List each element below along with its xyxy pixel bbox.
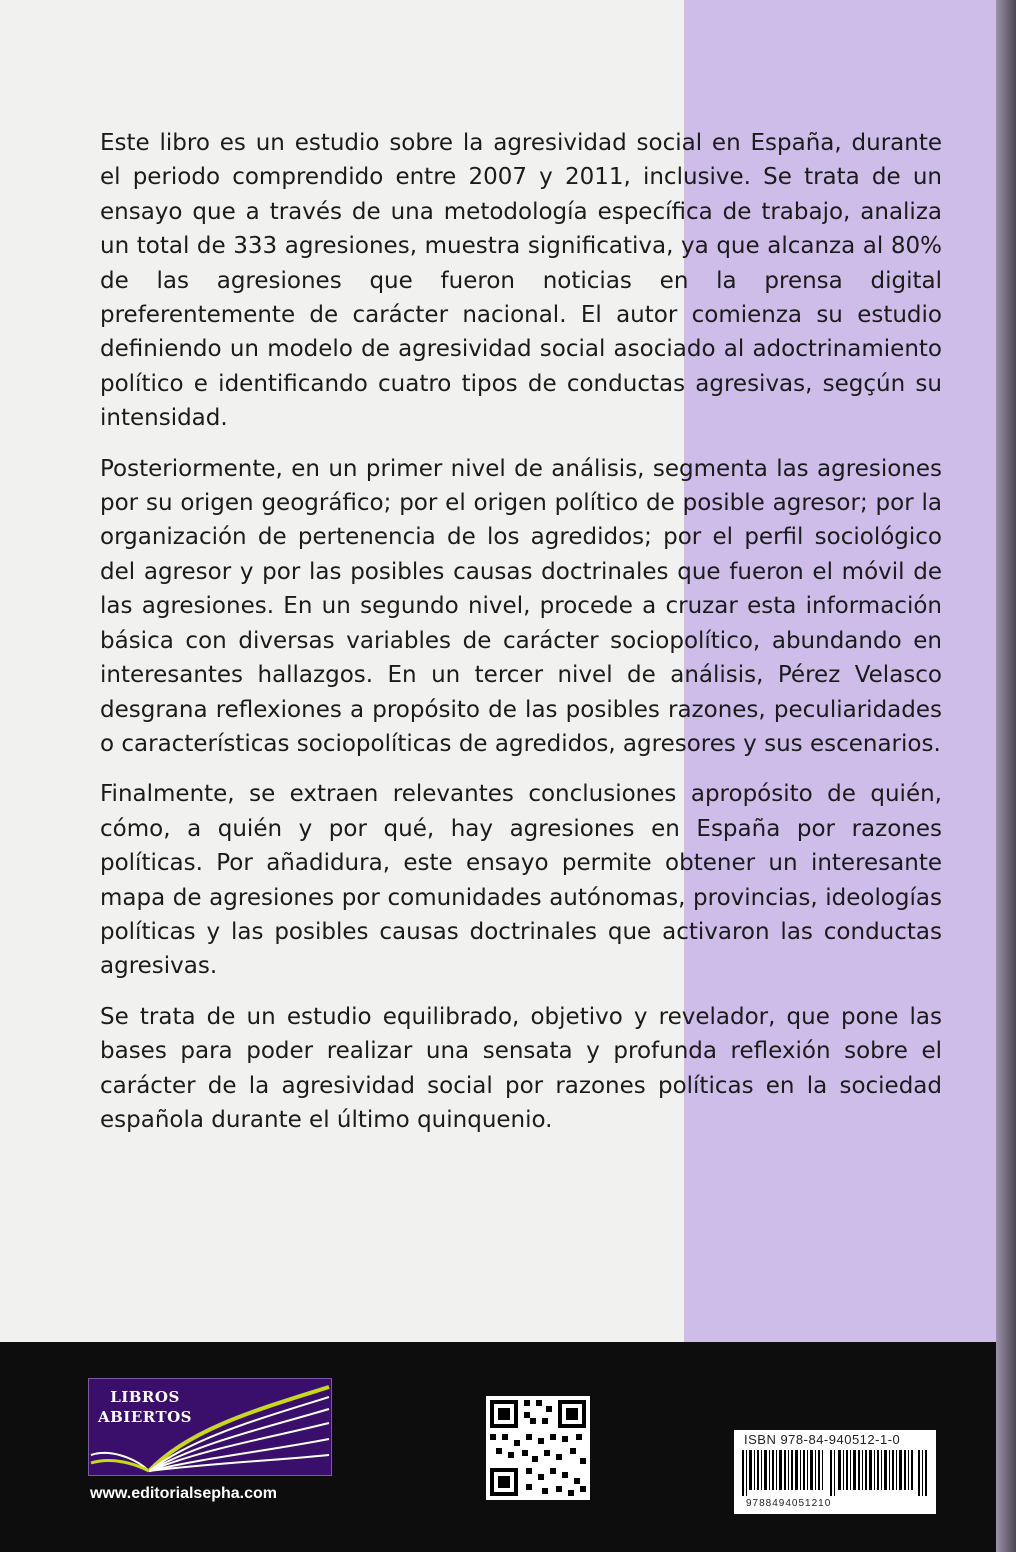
cover-edge-shadow bbox=[996, 0, 1016, 1552]
barcode-number: 9788494051210 bbox=[746, 1498, 832, 1509]
qr-code-icon bbox=[486, 1396, 590, 1500]
paragraph-3: Finalmente, se extraen relevantes conclusiones apropósito de quién, cómo, a quién y por qué, hay agresiones en España por razones políticas. Por añadidura, este ensayo permite obtener un interesante mapa de agresiones por comunidades autónomas, provincias, ideologías políticas y las posibles causas doctrinales que activaron las conductas agresivas. bbox=[100, 781, 942, 980]
paragraph-4: Se trata de un estudio equilibrado, objetivo y revelador, que pone las bases para poder realizar una sensata y profunda reflexión sobre el carácter de la agresividad social por razones políticas en la sociedad española durante el último quinquenio. bbox=[100, 1003, 942, 1133]
logo-text bbox=[89, 1387, 201, 1427]
website-url: www.editorialsepha.com bbox=[90, 1485, 278, 1502]
paragraph-1: Este libro es un estudio sobre la agresividad social en España, durante el periodo comprendido entre 2007 y 2011, inclusive. Se trata de un ensayo que a través de una metodología específica de trabajo, analiza un total de 333 agresiones, muestra significativa, ya que alcanza al 80% de las agresiones que fueron noticias en la prensa digital preferentemente de carácter nacional. El autor comienza su estudio definiendo un modelo de agresividad social asociado al adoctrinamiento político e identificando cuatro tipos de conductas agresivas, segçún su intensidad. bbox=[100, 130, 942, 432]
isbn-barcode bbox=[734, 1430, 936, 1514]
paragraph-2: Posteriormente, en un primer nivel de análisis, segmenta las agresiones por su origen geográfico; por el origen político de posible agresor; por la organización de pertenencia de los agredidos; por el perfil sociológico del agresor y por las posibles causas doctrinales que fueron el móvil de las agresiones. En un segundo nivel, procede a cruzar esta información básica con diversas variables de carácter sociopolítico, abundando en interesantes hallazgos. En un tercer nivel de análisis, Pérez Velasco desgrana reflexiones a propósito de las posibles razones, peculiaridades o características sociopolíticas de agredidos, agresores y sus escenarios. bbox=[100, 455, 942, 757]
logo-line-2: ABIERTOS bbox=[97, 1408, 193, 1426]
publisher-logo bbox=[88, 1378, 332, 1476]
barcode-icon bbox=[742, 1450, 928, 1496]
synopsis-text bbox=[100, 126, 942, 1153]
isbn-label: ISBN 978-84-940512-1-0 bbox=[744, 1432, 901, 1447]
logo-line-1: LIBROS bbox=[110, 1388, 180, 1406]
